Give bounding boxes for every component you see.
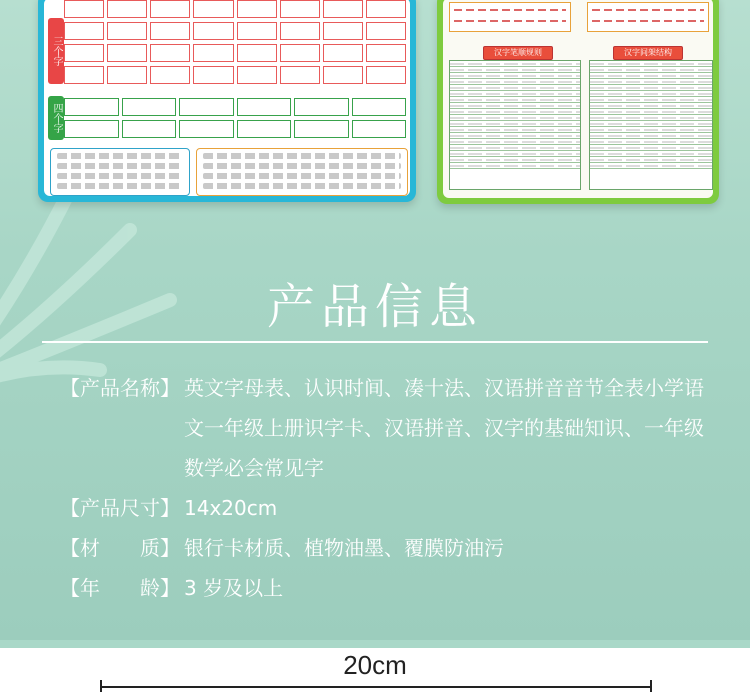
title-divider <box>42 341 708 343</box>
word-grid-row <box>64 0 406 18</box>
structure-table <box>589 60 713 190</box>
word-grid-row <box>64 98 406 116</box>
info-value: 英文字母表、认识时间、凑十法、汉语拼音音节全表小学语文一年级上册识字卡、汉语拼音、汉字的基础知识、一年级数学必会常见字 <box>184 376 704 480</box>
dimension-label: 20cm <box>343 650 407 680</box>
pinyin-card-content <box>44 0 410 196</box>
info-value: 14x20cm <box>184 496 278 520</box>
ribbon-structure: 汉字间架结构 <box>613 46 683 60</box>
pinyin-card-image <box>38 0 416 202</box>
info-row-age <box>60 568 720 608</box>
info-row-material <box>60 528 720 568</box>
note-box <box>196 148 408 196</box>
word-grid-row <box>64 66 406 84</box>
note-box <box>50 148 190 196</box>
stroke-strip <box>587 2 709 32</box>
dimension-tick-right <box>650 680 652 692</box>
word-grid-row <box>64 22 406 40</box>
section-title: 产品信息 <box>266 279 483 335</box>
dimension-tick-left <box>100 680 102 692</box>
info-value: 3 岁及以上 <box>184 576 284 600</box>
info-label: 【材 质】 <box>60 536 180 560</box>
stroke-rules-table <box>449 60 581 190</box>
stroke-order-card-image <box>437 0 719 204</box>
word-grid-row <box>64 44 406 62</box>
label-four-chars: 四个字 <box>48 96 64 140</box>
label-three-chars: 三个字 <box>48 18 64 84</box>
dimension-line <box>100 686 652 688</box>
info-value: 银行卡材质、植物油墨、覆膜防油污 <box>184 536 504 560</box>
stroke-order-card-content <box>443 0 713 198</box>
stroke-strip <box>449 2 571 32</box>
info-label: 【产品尺寸】 <box>60 496 180 520</box>
product-info-list <box>60 368 720 608</box>
word-grid-row <box>64 120 406 138</box>
info-row-size <box>60 488 720 528</box>
info-label: 【年 龄】 <box>60 576 180 600</box>
ribbon-stroke-rules: 汉字笔顺规则 <box>483 46 553 60</box>
info-row-name <box>60 368 720 488</box>
info-label: 【产品名称】 <box>60 376 180 400</box>
